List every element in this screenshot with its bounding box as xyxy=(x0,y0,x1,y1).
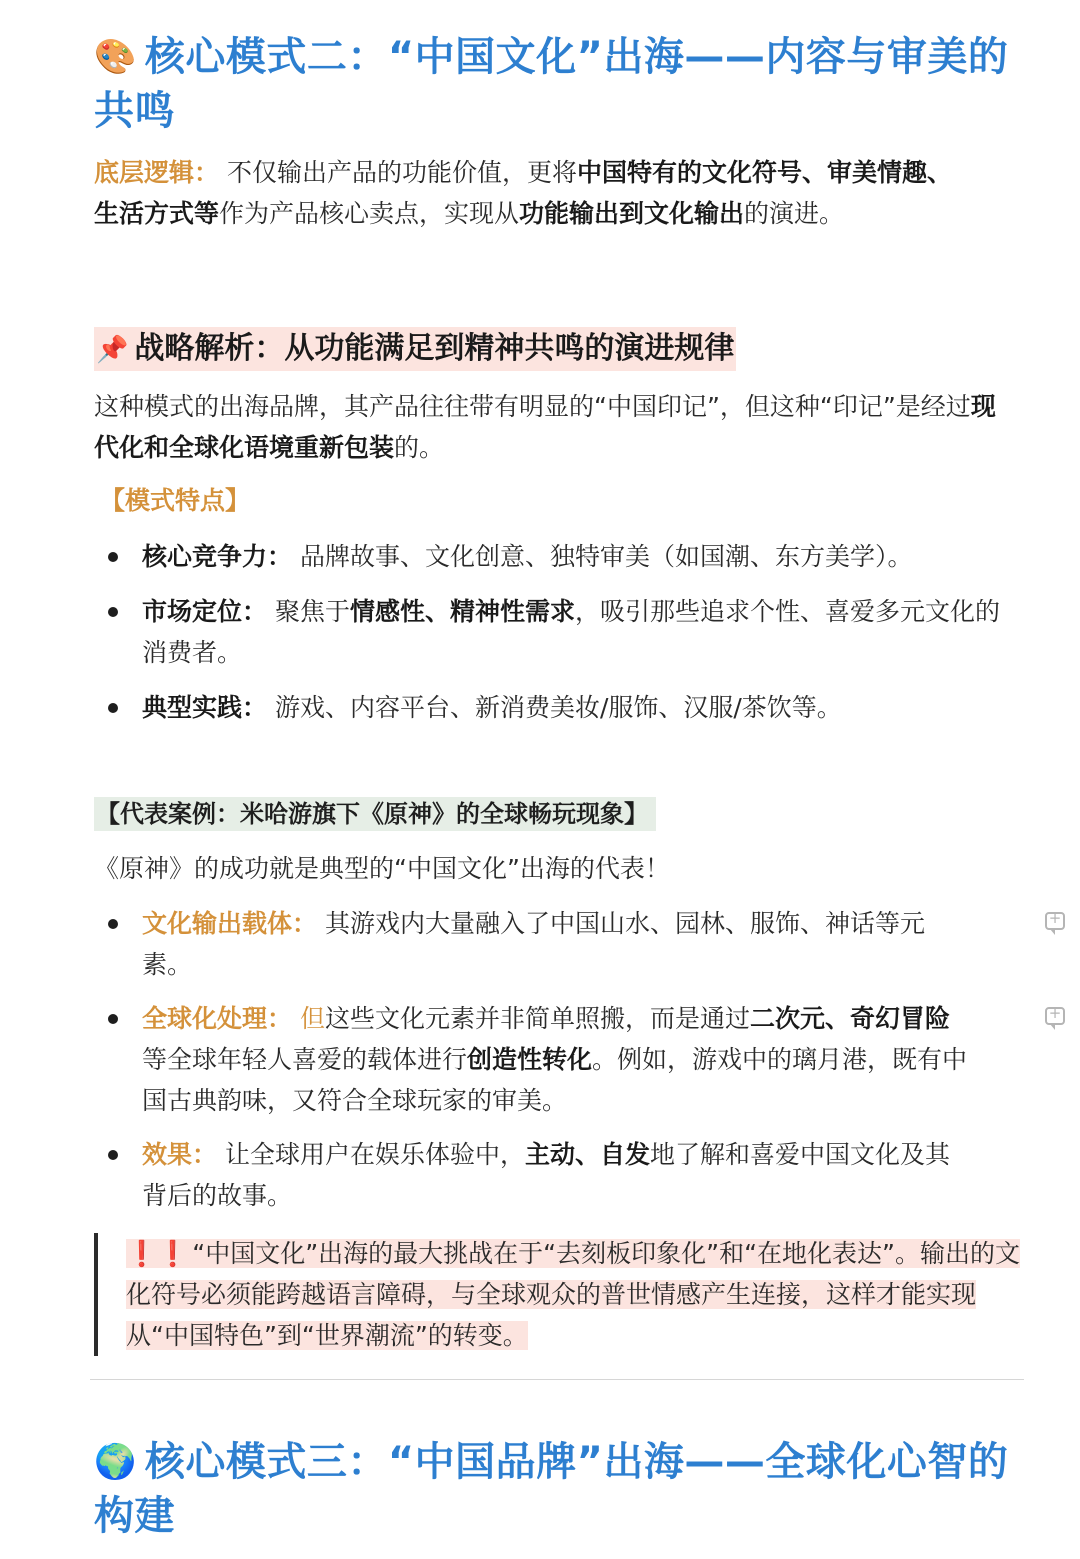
strategy-text-2: 的。 xyxy=(394,433,445,462)
case-tag: 【代表案例：米哈游旗下《原神》的全球畅玩现象】 xyxy=(94,797,656,831)
features-tag: 【模式特点】 xyxy=(100,486,251,515)
feature-text: 聚焦于 xyxy=(267,597,350,626)
case-text: 让全球用户在娱乐体验中， xyxy=(217,1140,525,1169)
feature-text: 游戏、内容平台、新消费美妆/服饰、汉服/茶饮等。 xyxy=(267,693,842,722)
case-intro: 《原神》的成功就是典型的“中国文化”出海的代表！ xyxy=(94,854,670,883)
list-item xyxy=(94,591,1022,673)
section-2-title-line2: 共鸣 xyxy=(94,88,175,134)
case-highlight: 但 xyxy=(292,1004,325,1033)
section-2-title-line1: 核心模式二：“中国文化”出海——内容与审美的 xyxy=(144,34,1009,80)
logic-bold-2: 功能输出到文化输出 xyxy=(519,199,745,228)
pushpin-icon: 📌 xyxy=(96,335,129,365)
section-3-title-line2: 构建 xyxy=(94,1493,175,1539)
feature-bold: 情感性、精神性需求 xyxy=(349,597,575,626)
section-3-title-line1: 核心模式三：“中国品牌”出海——全球化心智的 xyxy=(144,1439,1009,1485)
case-bold: 二次元、奇幻冒险 xyxy=(749,1004,950,1033)
section-2-heading xyxy=(94,30,1014,138)
feature-label: 市场定位： xyxy=(142,597,268,626)
logic-text-2: 作为产品核心卖点，实现从 xyxy=(219,199,520,228)
case-text: 。例如，游戏中的璃月港，既有中国古典韵味，又符合全球玩家的审美。 xyxy=(142,1045,968,1115)
exclamation-icon: ❗❗ xyxy=(126,1239,189,1268)
feature-label: 核心竞争力： xyxy=(142,542,293,571)
quote-block xyxy=(94,1233,1026,1356)
palette-icon: 🎨 xyxy=(94,37,137,77)
case-label: 效果： xyxy=(142,1140,218,1169)
case-bold: 主动、自发 xyxy=(524,1140,650,1169)
list-item xyxy=(94,536,1019,577)
case-text: 地了解和喜爱中国文化及其背后的故事。 xyxy=(142,1140,950,1210)
add-comment-icon[interactable] xyxy=(1045,912,1065,930)
section-divider xyxy=(90,1379,1024,1380)
quote-text: “中国文化”出海的最大挑战在于“去刻板印象化”和“在地化表达”。输出的文化符号必须能跨越语言障碍，与全球观众的普世情感产生连接，这样才能实现从“中国特色”到“世界潮流”的转变。 xyxy=(126,1239,1020,1350)
strategy-bold-1: 现代化和全球化语境重新包装 xyxy=(94,392,996,462)
logic-paragraph xyxy=(94,152,974,234)
quote-highlight xyxy=(126,1239,1020,1350)
feature-label: 典型实践： xyxy=(142,693,268,722)
logic-text-3: 的演进。 xyxy=(744,199,845,228)
logic-text-1: 不仅输出产品的功能价值，更将 xyxy=(219,158,577,187)
case-text: 这些文化元素并非简单照搬，而是通过 xyxy=(324,1004,750,1033)
case-text: 等全球年轻人喜爱的载体进行 xyxy=(142,1045,468,1074)
quote-text-wrapper xyxy=(126,1233,1026,1356)
features-list xyxy=(94,536,1019,728)
list-item xyxy=(94,903,974,985)
case-bold: 创造性转化 xyxy=(467,1045,593,1074)
globe-icon: 🌍 xyxy=(94,1442,137,1482)
add-comment-icon[interactable] xyxy=(1045,1007,1065,1025)
case-list xyxy=(94,903,974,1216)
logic-label: 底层逻辑： xyxy=(94,158,220,187)
case-label: 文化输出载体： xyxy=(142,909,318,938)
strategy-text-1: 这种模式的出海品牌，其产品往往带有明显的“中国印记”，但这种“印记”是经过 xyxy=(94,392,971,421)
case-label: 全球化处理： xyxy=(142,1004,293,1033)
feature-text: ，吸引那些追求个性、喜爱多元文化的消费者。 xyxy=(142,597,1000,667)
section-3-heading xyxy=(94,1435,1014,1543)
list-item xyxy=(94,687,1019,728)
strategy-title: 战略解析：从功能满足到精神共鸣的演进规律 xyxy=(134,331,735,366)
feature-text: 品牌故事、文化创意、独特审美（如国潮、东方美学）。 xyxy=(292,542,913,571)
strategy-paragraph xyxy=(94,386,1019,468)
strategy-heading xyxy=(94,327,736,371)
case-text: 其游戏内大量融入了中国山水、园林、服饰、神话等元素。 xyxy=(142,909,925,979)
logic-bold-1: 中国特有的文化符号、审美情趣、生活方式等 xyxy=(94,158,952,228)
list-item xyxy=(94,1134,974,1216)
list-item xyxy=(94,998,974,1121)
